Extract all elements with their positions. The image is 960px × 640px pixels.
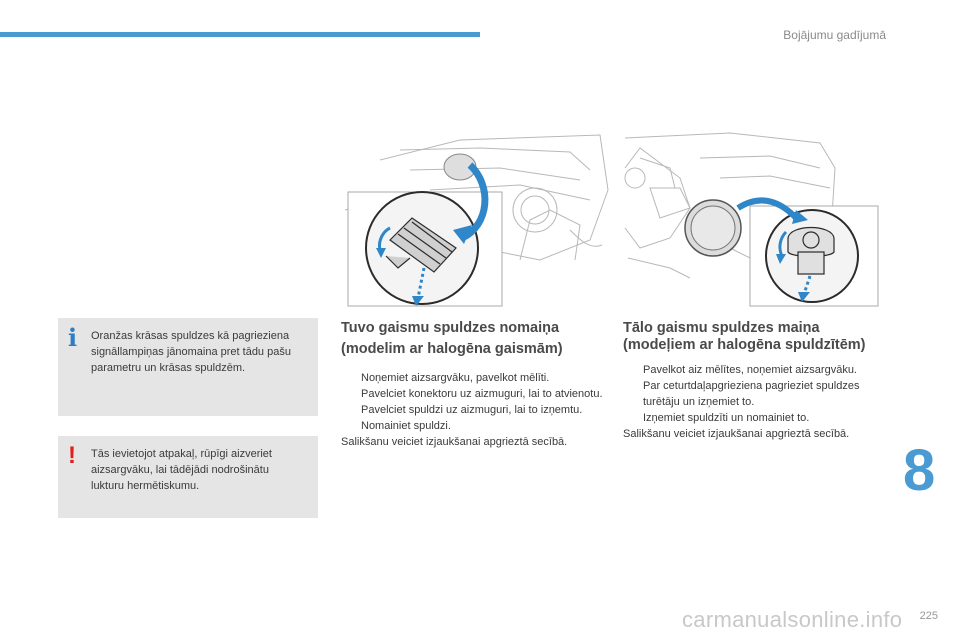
page-number: 225 [919, 610, 938, 622]
info-note [58, 318, 318, 416]
chapter-number: 8 [903, 438, 936, 503]
list-item [623, 378, 885, 410]
high-beam-title: Tālo gaismu spuldzes maiņa (modeļiem ar halogēna spuldzītēm) [623, 320, 866, 353]
low-beam-closing: Salikšanu veiciet izjaukšanai apgrieztā secībā. [341, 436, 568, 448]
high-beam-bulb-illustration [620, 128, 882, 310]
list-item [341, 386, 611, 402]
list-item [623, 362, 885, 378]
list-item [341, 418, 611, 434]
low-beam-bulb-illustration [340, 130, 610, 310]
list-item [341, 370, 611, 386]
step-text: Noņemiet aizsargvāku, pavelkot mēlīti. [361, 372, 550, 384]
high-beam-closing: Salikšanu veiciet izjaukšanai apgrieztā secībā. [623, 428, 850, 440]
step-text: Pavelciet konektoru uz aizmuguri, lai to atvienotu. [361, 388, 603, 400]
warning-icon: ! [68, 442, 76, 469]
high-beam-section [623, 318, 885, 442]
low-beam-section [341, 318, 611, 450]
low-beam-steps [341, 370, 611, 434]
warning-note-text: Tās ievietojot atpakaļ, rūpīgi aizveriet aizsargvāku, lai tādējādi nodrošinātu lukturu hermētiskumu. [91, 448, 272, 492]
step-text: Par ceturtdaļapgrieziena pagrieziet spuldzes turētāju un izņemiet to. [643, 380, 860, 408]
step-text: Nomainiet spuldzi. [361, 420, 451, 432]
info-icon: i [68, 323, 78, 352]
low-beam-title: Tuvo gaismu spuldzes nomaiņa (modelim ar halogēna gaismām) [341, 320, 563, 357]
list-item [623, 410, 885, 426]
warning-note [58, 436, 318, 518]
step-text: Izņemiet spuldzīti un nomainiet to. [643, 412, 810, 424]
watermark: carmanualsonline.info [682, 607, 903, 632]
list-item [341, 402, 611, 418]
header-accent-bar [0, 32, 480, 37]
step-text: Pavelciet spuldzi uz aizmuguri, lai to izņemtu. [361, 404, 583, 416]
step-text: Pavelkot aiz mēlītes, noņemiet aizsargvāku. [643, 364, 857, 376]
section-title: Bojājumu gadījumā [783, 28, 886, 42]
high-beam-steps [623, 362, 885, 426]
info-note-text: Oranžas krāsas spuldzes kā pagrieziena signāllampiņas jānomaina pret tādu pašu parametru un krāsas spuldzēm. [91, 330, 291, 374]
